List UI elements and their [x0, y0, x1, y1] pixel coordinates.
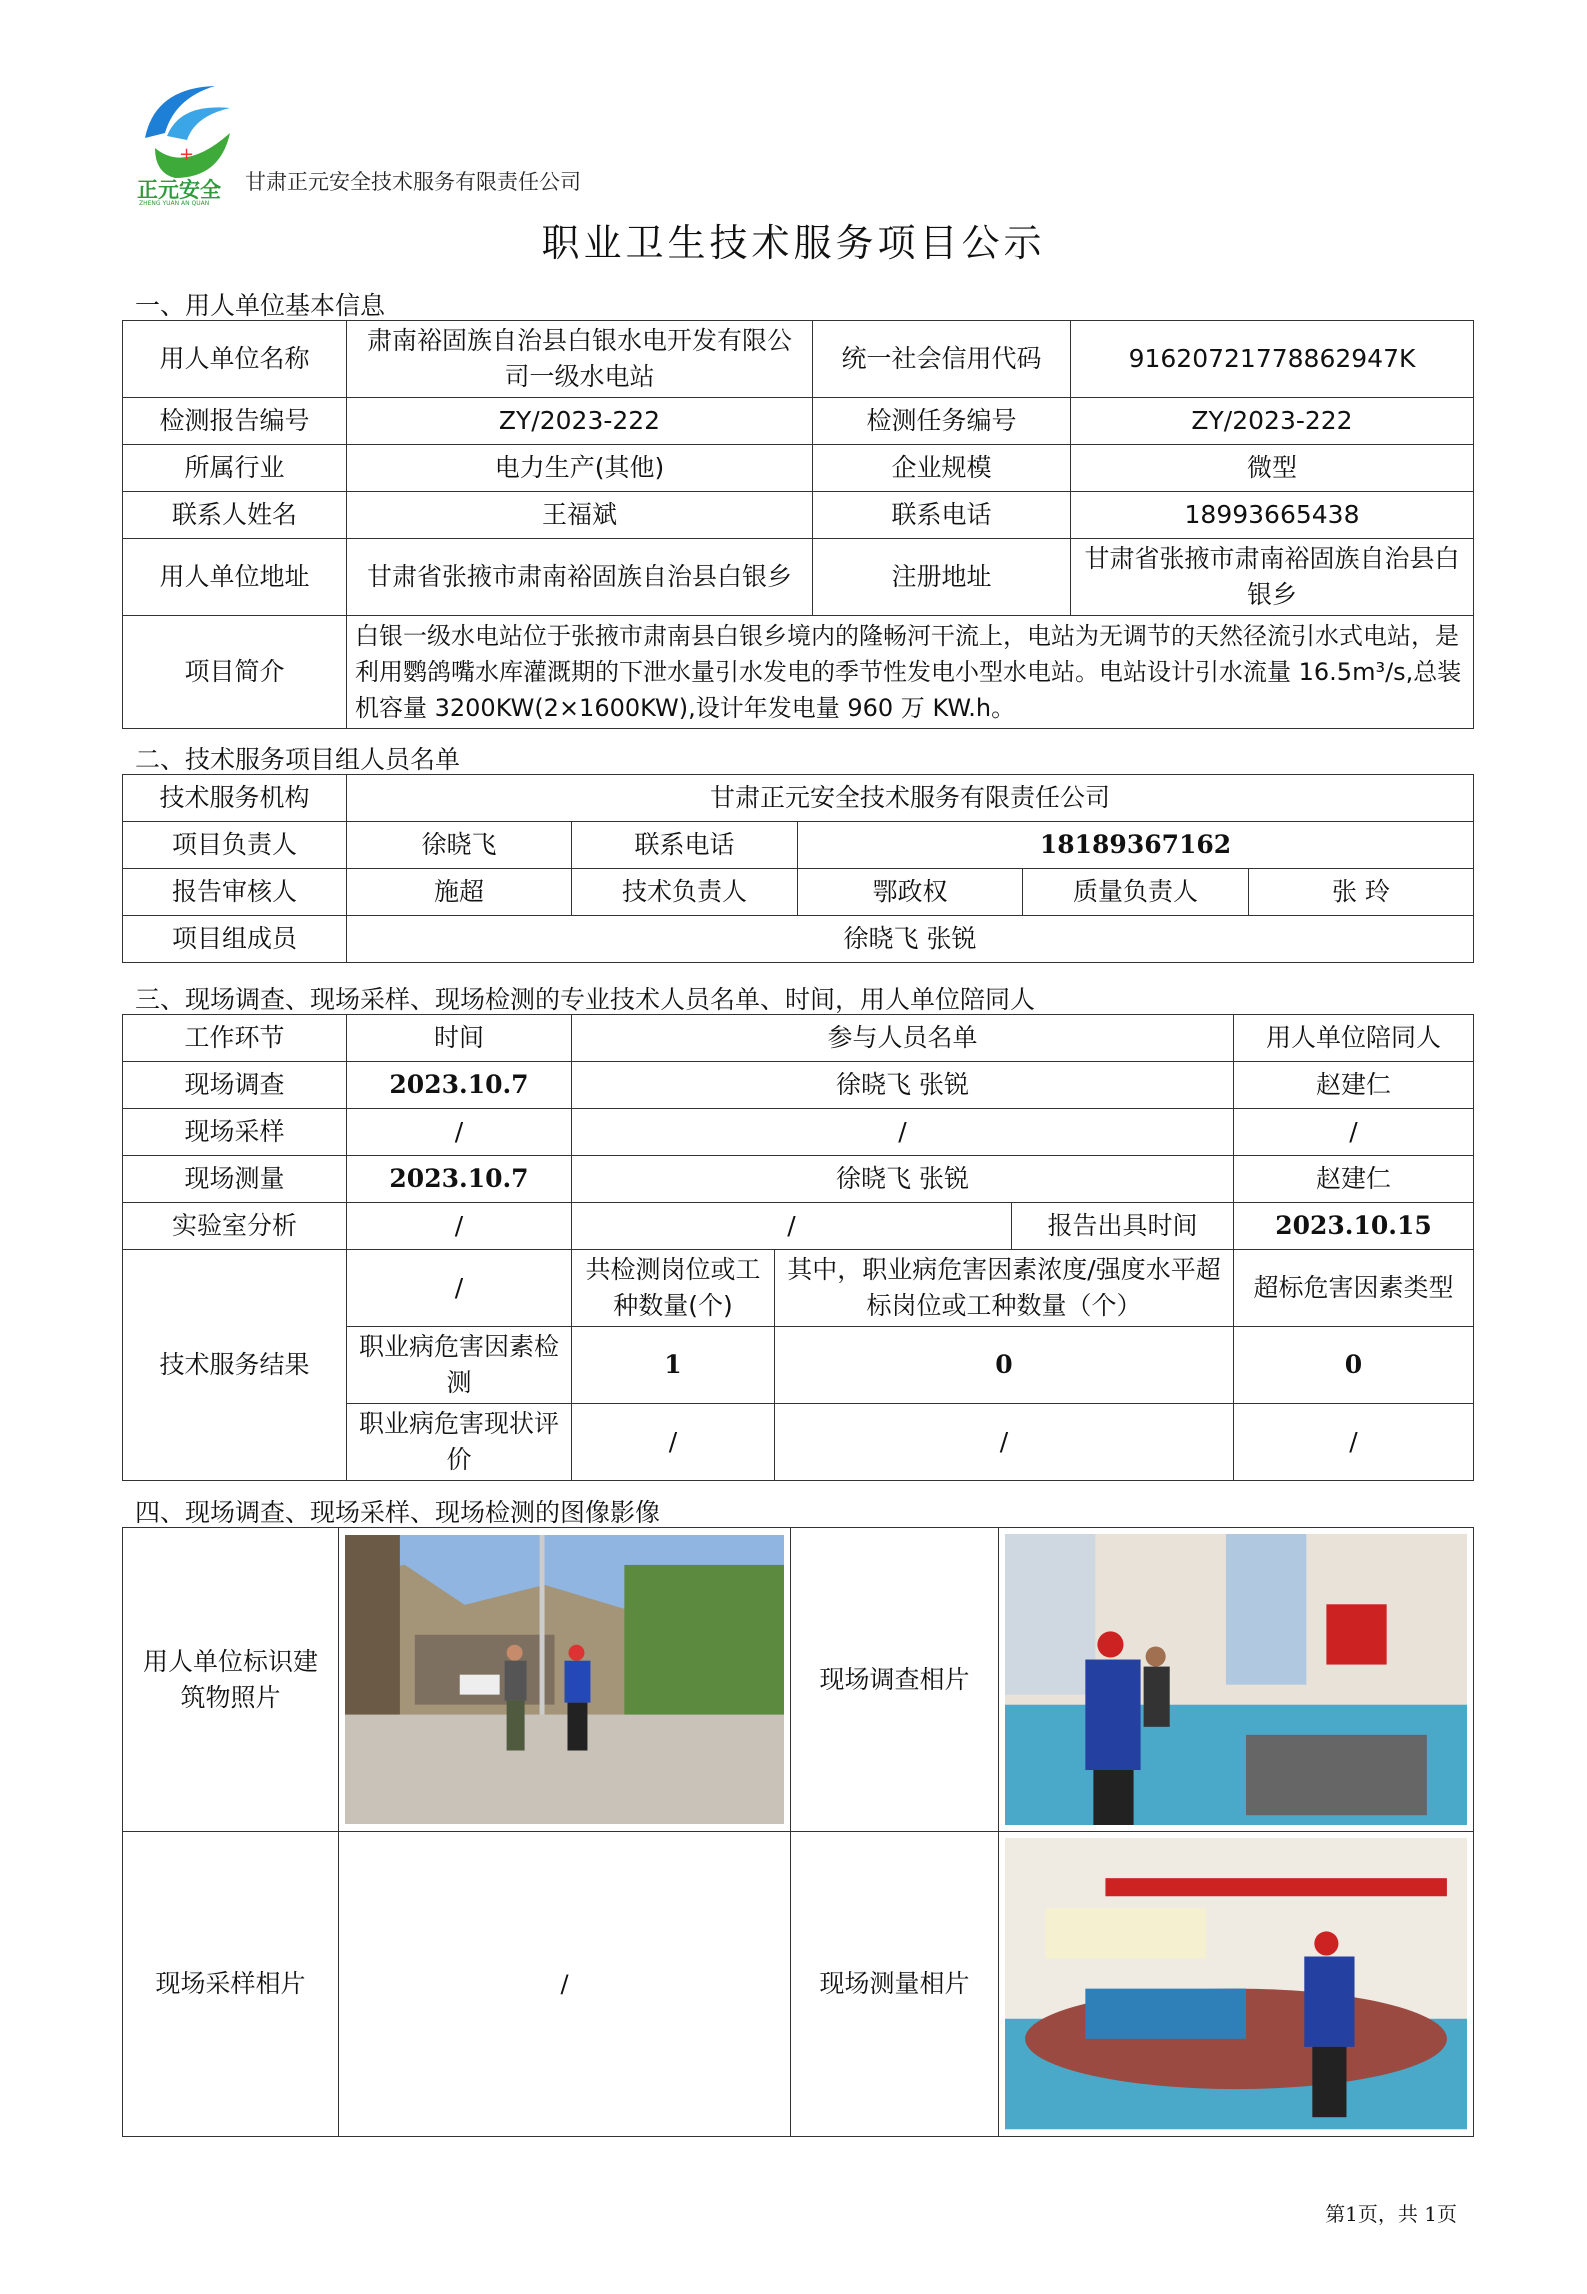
employer-name: 肃南裕固族自治县白银水电开发有限公司一级水电站: [347, 321, 813, 398]
survey-photo: [999, 1528, 1474, 1832]
lab-time: /: [347, 1203, 572, 1250]
quality-lead-name: 张 玲: [1249, 869, 1474, 916]
section1-title: 一、用人单位基本信息: [135, 291, 386, 320]
result-type: 0: [1234, 1327, 1474, 1404]
measure-photo-label: 现场测量相片: [791, 1832, 999, 2136]
result-type: /: [1234, 1404, 1474, 1481]
logo-text: 正元安全: [137, 178, 221, 202]
staff-cell: 徐晓飞 张锐: [572, 1062, 1234, 1109]
phone-label: 联系电话: [813, 492, 1071, 539]
staff-cell: /: [572, 1109, 1234, 1156]
org-name: 甘肃正元安全技术服务有限责任公司: [347, 775, 1474, 822]
scale: 微型: [1071, 445, 1474, 492]
photo-table: [122, 1527, 1474, 2137]
logo-subtext: ZHENG YUAN AN QUAN: [139, 200, 210, 207]
members-names: 徐晓飞 张锐: [347, 916, 1474, 963]
lead-phone-label: 联系电话: [572, 822, 798, 869]
section2-title: 二、技术服务项目组人员名单: [135, 745, 461, 774]
col-time: 时间: [347, 1015, 572, 1062]
stage-cell: 现场调查: [123, 1062, 347, 1109]
credit-code: 91620721778862947K: [1071, 321, 1474, 398]
table-row: [123, 1062, 1474, 1109]
report-no-label: 检测报告编号: [123, 398, 347, 445]
lab-staff: /: [572, 1203, 1012, 1250]
sampling-photo-label: 现场采样相片: [123, 1832, 339, 2136]
reviewer-label: 报告审核人: [123, 869, 347, 916]
task-no: ZY/2023-222: [1071, 398, 1474, 445]
address: 甘肃省张掖市肃南裕固族自治县白银乡: [347, 539, 813, 616]
building-photo-image: [345, 1535, 784, 1824]
members-label: 项目组成员: [123, 916, 347, 963]
table-row: [123, 1203, 1474, 1250]
col-escort: 用人单位陪同人: [1234, 1015, 1474, 1062]
page-number: 第1页，共 1页: [1325, 2202, 1457, 2226]
company-name: 甘肃正元安全技术服务有限责任公司: [245, 170, 581, 194]
table-row: [123, 1156, 1474, 1203]
stage-cell: 现场测量: [123, 1156, 347, 1203]
sampling-photo-empty: /: [339, 1832, 791, 2136]
contact-label: 联系人姓名: [123, 492, 347, 539]
result-exceed: 0: [775, 1327, 1234, 1404]
report-no: ZY/2023-222: [347, 398, 813, 445]
fieldwork-table: [122, 1014, 1474, 1481]
lead-name: 徐晓飞: [347, 822, 572, 869]
project-summary: 白银一级水电站位于张掖市肃南县白银乡境内的隆畅河干流上，电站为无调节的天然径流引水式电站，是利用鹦鸽嘴水库灌溉期的下泄水量引水发电的季节性发电小型水电站。电站设计引水流量 16.5m³/s,总装机容量 3200KW(2×1600KW),设计年发电量 960 万 KW.h。: [347, 616, 1474, 729]
reg-address-label: 注册地址: [813, 539, 1071, 616]
result-label: 技术服务结果: [123, 1250, 347, 1481]
result-row-label: 职业病危害现状评价: [347, 1404, 572, 1481]
col-staff: 参与人员名单: [572, 1015, 1234, 1062]
industry: 电力生产(其他): [347, 445, 813, 492]
employer-name-label: 用人单位名称: [123, 321, 347, 398]
time-cell: /: [347, 1109, 572, 1156]
org-label: 技术服务机构: [123, 775, 347, 822]
col-stage: 工作环节: [123, 1015, 347, 1062]
credit-code-label: 统一社会信用代码: [813, 321, 1071, 398]
reviewer-name: 施超: [347, 869, 572, 916]
result-total: /: [572, 1404, 775, 1481]
escort-cell: /: [1234, 1109, 1474, 1156]
industry-label: 所属行业: [123, 445, 347, 492]
time-cell: 2023.10.7: [347, 1156, 572, 1203]
escort-cell: 赵建仁: [1234, 1156, 1474, 1203]
lead-label: 项目负责人: [123, 822, 347, 869]
issue-date: 2023.10.15: [1234, 1203, 1474, 1250]
time-cell: 2023.10.7: [347, 1062, 572, 1109]
section3-title: 三、现场调查、现场采样、现场检测的专业技术人员名单、时间，用人单位陪同人: [135, 985, 1036, 1014]
result-total: 1: [572, 1327, 775, 1404]
lead-phone: 18189367162: [798, 822, 1474, 869]
result-head-blank: /: [347, 1250, 572, 1327]
lab-stage: 实验室分析: [123, 1203, 347, 1250]
building-photo-label: 用人单位标识建筑物照片: [123, 1528, 339, 1832]
result-exceed: /: [775, 1404, 1234, 1481]
contact-name: 王福斌: [347, 492, 813, 539]
scale-label: 企业规模: [813, 445, 1071, 492]
svg-text:+: +: [179, 144, 195, 165]
reg-address: 甘肃省张掖市肃南裕固族自治县白银乡: [1071, 539, 1474, 616]
section4-title: 四、现场调查、现场采样、现场检测的图像影像: [135, 1498, 661, 1527]
survey-photo-image: [1005, 1534, 1467, 1825]
result-head-total: 共检测岗位或工种数量(个): [572, 1250, 775, 1327]
issue-date-label: 报告出具时间: [1012, 1203, 1234, 1250]
measure-photo: [999, 1832, 1474, 2136]
document-title: 职业卫生技术服务项目公示: [541, 221, 1046, 265]
escort-cell: 赵建仁: [1234, 1062, 1474, 1109]
phone: 18993665438: [1071, 492, 1474, 539]
task-no-label: 检测任务编号: [813, 398, 1071, 445]
result-row-label: 职业病危害因素检测: [347, 1327, 572, 1404]
measure-photo-image: [1005, 1838, 1467, 2129]
address-label: 用人单位地址: [123, 539, 347, 616]
quality-lead-label: 质量负责人: [1023, 869, 1249, 916]
table-row: [123, 1109, 1474, 1156]
tech-lead-label: 技术负责人: [572, 869, 798, 916]
staff-cell: 徐晓飞 张锐: [572, 1156, 1234, 1203]
building-photo: [339, 1528, 791, 1832]
result-head-exceed: 其中，职业病危害因素浓度/强度水平超标岗位或工种数量（个）: [775, 1250, 1234, 1327]
stage-cell: 现场采样: [123, 1109, 347, 1156]
survey-photo-label: 现场调查相片: [791, 1528, 999, 1832]
employer-info-table: [122, 320, 1474, 729]
company-logo: [135, 78, 245, 208]
tech-lead-name: 鄂政权: [798, 869, 1023, 916]
summary-label: 项目简介: [123, 616, 347, 729]
team-table: [122, 774, 1474, 963]
result-head-type: 超标危害因素类型: [1234, 1250, 1474, 1327]
